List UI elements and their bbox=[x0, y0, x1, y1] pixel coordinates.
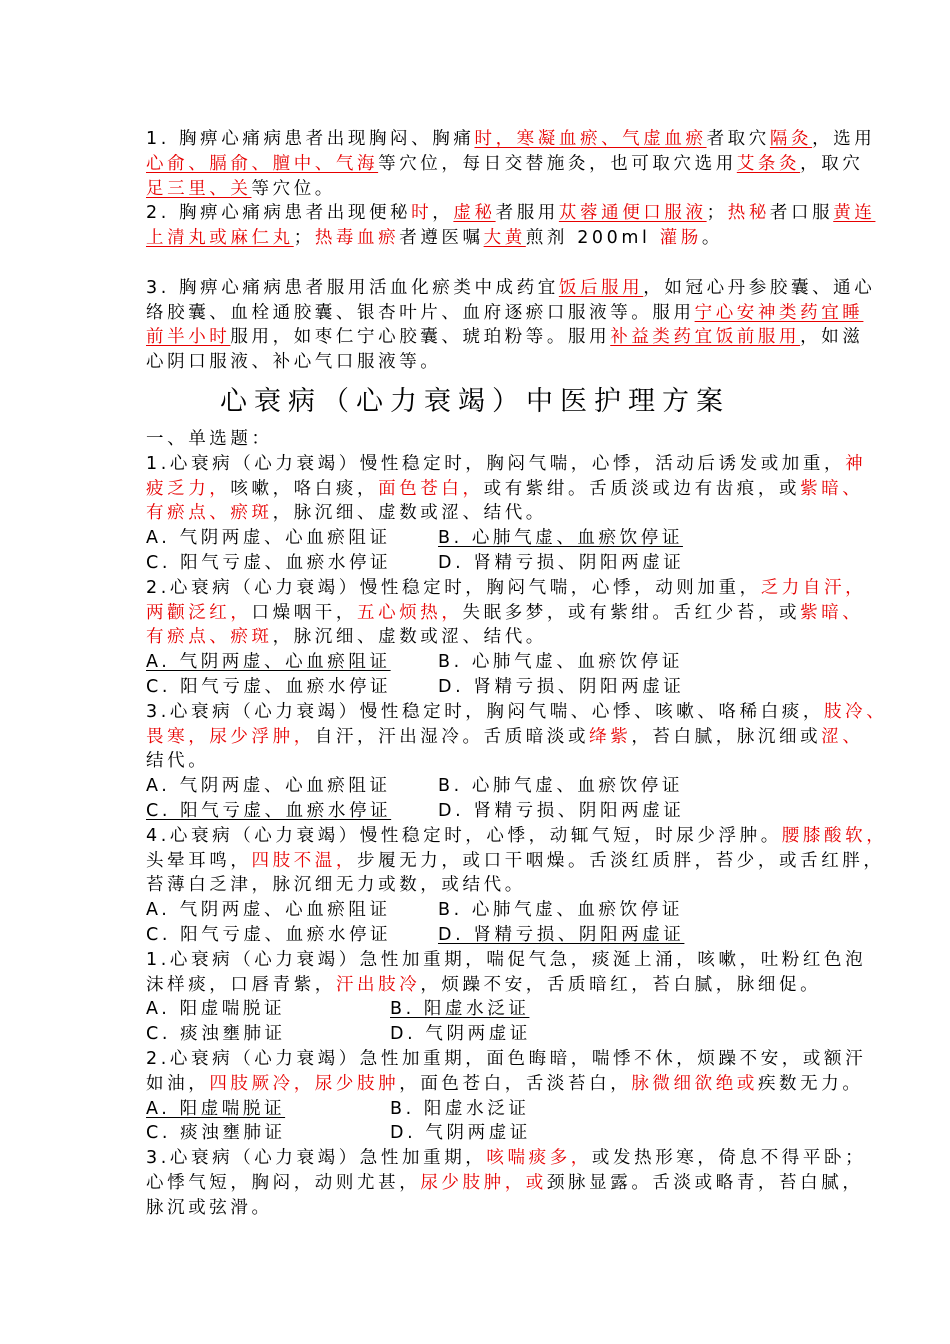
text-run: 3.心衰病（心力衰竭）慢性稳定时，胸闷气喘、心悸、咳嗽、咯稀白痰， bbox=[146, 701, 824, 722]
highlighted-text: 大黄 bbox=[483, 228, 526, 249]
highlighted-text: 咳喘痰多， bbox=[486, 1148, 592, 1169]
section-heading: 一、单选题： bbox=[146, 429, 273, 449]
answer-option: D. 肾精亏损、阴阳两虚证 bbox=[438, 676, 685, 697]
highlighted-text: 有瘀点、瘀斑 bbox=[146, 627, 273, 648]
text-line bbox=[146, 477, 864, 502]
text-run: 1.心衰病（心力衰竭）慢性稳定时，胸闷气喘，心悸，活动后诱发或加重， bbox=[146, 453, 846, 474]
answer-option: C. 痰浊壅肺证 bbox=[146, 1024, 286, 1045]
answer-option: C. 阳气亏虚、血瘀水停证 bbox=[146, 552, 392, 573]
highlighted-text: 黄连 bbox=[833, 203, 876, 224]
intro-section bbox=[146, 127, 876, 375]
text-run: 2.心衰病（心力衰竭）慢性稳定时，胸闷气喘，心悸，动则加重， bbox=[146, 577, 761, 598]
answer-option: B. 心肺气虚、血瘀饮停证 bbox=[438, 776, 683, 797]
option-row bbox=[146, 650, 826, 675]
answer-option: A. 气阴两虚、心血瘀阻证 bbox=[146, 528, 391, 549]
highlighted-text: 乏力自汗， bbox=[760, 577, 867, 598]
text-run: ，选用 bbox=[812, 129, 876, 149]
question-item bbox=[146, 948, 867, 1047]
text-run: 者遵医嘱 bbox=[399, 228, 484, 249]
highlighted-text: 足三里、关 bbox=[146, 178, 252, 199]
highlighted-text: 热秘 bbox=[727, 203, 770, 224]
highlighted-text: 腰膝酸软， bbox=[781, 825, 888, 846]
highlighted-text: 面色苍白， bbox=[378, 478, 484, 499]
answer-option: A. 气阴两虚、心血瘀阻证 bbox=[146, 900, 391, 921]
text-line bbox=[146, 849, 885, 874]
text-run: 如油， bbox=[146, 1073, 210, 1094]
highlighted-text: 畏寒， bbox=[146, 726, 210, 747]
answer-option: D. 气阴两虚证 bbox=[390, 1024, 531, 1045]
text-run: 头晕耳鸣， bbox=[146, 850, 252, 871]
highlighted-text: 紫暗、 bbox=[800, 602, 864, 623]
text-run: 2.心衰病（心力衰竭）急性加重期，面色晦暗，喘悸不休，烦躁不安，或额汗 bbox=[146, 1048, 867, 1069]
highlighted-text: 宁心安神类药宜睡 bbox=[694, 302, 864, 323]
option-row bbox=[146, 923, 826, 948]
text-run: 心阴口服液、补心气口服液等。 bbox=[146, 352, 442, 373]
highlighted-text: 疲乏力， bbox=[146, 478, 231, 499]
text-run: 煎剂 200ml bbox=[525, 228, 660, 249]
text-run: 咳嗽，咯白痰， bbox=[230, 478, 379, 499]
text-run: 步履无力，或口干咽燥。舌淡红质胖，苔少，或舌红胖， bbox=[357, 850, 885, 871]
text-line bbox=[146, 948, 867, 973]
highlighted-text: 两颧泛红， bbox=[146, 602, 252, 623]
highlighted-text: 灌肠 bbox=[659, 228, 702, 249]
option-row bbox=[146, 898, 826, 923]
text-line bbox=[146, 452, 867, 477]
highlighted-text: 涩、 bbox=[821, 726, 864, 747]
answer-option: D. 气阴两虚证 bbox=[390, 1123, 531, 1144]
question-item bbox=[146, 700, 888, 824]
text-run: ，脉沉细、虚数或涩、结代。 bbox=[272, 503, 547, 524]
highlighted-text: 时，寒凝血瘀、气虚血瘀 bbox=[474, 129, 707, 149]
text-line bbox=[146, 501, 826, 526]
text-run: 沫样痰，口唇青紫， bbox=[146, 974, 336, 995]
text-line bbox=[146, 725, 864, 750]
text-run: 脉沉或弦滑。 bbox=[146, 1197, 273, 1218]
text-run: 者取穴 bbox=[706, 129, 770, 149]
text-run: 疾数无力。 bbox=[757, 1073, 864, 1094]
highlighted-text: 神 bbox=[845, 453, 867, 474]
text-line bbox=[146, 973, 826, 998]
highlighted-text: 四肢不温， bbox=[251, 850, 357, 871]
text-line bbox=[146, 625, 826, 650]
text-run: 颈脉显露。舌淡或略青，苔白腻， bbox=[546, 1172, 864, 1193]
highlighted-text: 有瘀点、瘀斑 bbox=[146, 503, 273, 524]
text-run: 心悸气短，胸闷，动则尤甚， bbox=[146, 1172, 421, 1193]
text-run: 1.心衰病（心力衰竭）急性加重期，喘促气急，痰涎上涌，咳嗽，吐粉红色泡 bbox=[146, 949, 867, 970]
text-run: 3. 胸痹心痛病患者服用活血化瘀类中成药宜 bbox=[146, 277, 559, 298]
answer-option: B. 阳虚水泛证 bbox=[390, 1098, 530, 1119]
highlighted-text: 饭后服用 bbox=[558, 277, 644, 298]
text-line bbox=[146, 700, 888, 725]
text-run: 2. 胸痹心痛病患者出现便秘 bbox=[146, 203, 412, 224]
text-run: ，烦躁不安，舌质暗红，苔白腻，脉细促。 bbox=[420, 974, 822, 995]
text-run: ； bbox=[293, 228, 315, 249]
answer-option: D. 肾精亏损、阴阳两虚证 bbox=[438, 924, 685, 945]
text-run: 。 bbox=[701, 228, 723, 249]
text-line bbox=[146, 1047, 867, 1072]
highlighted-text: 紫暗、 bbox=[800, 478, 864, 499]
highlighted-text: 虚秘 bbox=[453, 203, 496, 224]
text-run: 1. 胸痹心痛病患者出现胸闷、胸痛 bbox=[146, 129, 475, 149]
option-row bbox=[146, 774, 826, 799]
question-item bbox=[146, 824, 888, 948]
intro-paragraph-1 bbox=[146, 127, 876, 201]
text-run: 者口服 bbox=[769, 203, 834, 224]
text-run: 或有紫绀。舌质淡或边有齿痕，或 bbox=[483, 478, 801, 499]
option-row bbox=[146, 997, 826, 1022]
text-line bbox=[146, 601, 864, 626]
answer-option: C. 阳气亏虚、血瘀水停证 bbox=[146, 676, 392, 697]
highlighted-text: 热毒血瘀 bbox=[314, 228, 400, 249]
text-run: 结代。 bbox=[146, 751, 210, 772]
highlighted-text: 尿少浮肿， bbox=[209, 726, 315, 747]
highlighted-text: 上清丸或麻仁丸 bbox=[146, 228, 294, 249]
answer-option: C. 痰浊壅肺证 bbox=[146, 1123, 286, 1144]
text-line bbox=[146, 350, 826, 375]
text-line bbox=[146, 276, 876, 301]
highlighted-text: 隔灸 bbox=[769, 129, 813, 149]
text-run: ，如滋 bbox=[800, 327, 864, 348]
question-item bbox=[146, 452, 867, 576]
question-section bbox=[146, 427, 888, 1221]
text-line bbox=[146, 749, 826, 774]
text-line bbox=[146, 873, 826, 898]
text-line bbox=[146, 1196, 826, 1221]
answer-option: A. 气阴两虚、心血瘀阻证 bbox=[146, 776, 391, 797]
highlighted-text: 肢冷、 bbox=[824, 701, 888, 722]
option-row bbox=[146, 1022, 826, 1047]
highlighted-text: 五心烦热， bbox=[357, 602, 463, 623]
question-item bbox=[146, 1047, 867, 1146]
text-run: 等穴位，每日交替施灸，也可取穴选用 bbox=[378, 153, 737, 174]
paragraph-spacer bbox=[146, 251, 826, 276]
highlighted-text: 补益类药宜饭前服用 bbox=[610, 327, 801, 348]
question-item bbox=[146, 576, 867, 700]
highlighted-text: 艾条灸 bbox=[736, 153, 801, 174]
option-row bbox=[146, 1097, 826, 1122]
text-line bbox=[146, 1146, 867, 1171]
answer-option: B. 心肺气虚、血瘀饮停证 bbox=[438, 900, 683, 921]
text-run: 自汗，汗出湿冷。舌质暗淡或 bbox=[314, 726, 590, 747]
text-run: 4.心衰病（心力衰竭）慢性稳定时，心悸，动辄气短，时尿少浮肿。 bbox=[146, 825, 782, 846]
answer-option: C. 阳气亏虚、血瘀水停证 bbox=[146, 924, 392, 945]
highlighted-text: 绛紫 bbox=[589, 726, 632, 747]
highlighted-text: 苁蓉通便口服液 bbox=[558, 203, 707, 224]
text-run: ，面色苍白，舌淡苔白， bbox=[399, 1073, 632, 1094]
option-row bbox=[146, 551, 826, 576]
text-run: 口燥咽干， bbox=[251, 602, 357, 623]
highlighted-text: 尿少肢肿，或 bbox=[420, 1172, 547, 1193]
answer-option: B. 心肺气虚、血瘀饮停证 bbox=[438, 652, 683, 673]
option-row bbox=[146, 1121, 826, 1146]
text-run: ，如冠心丹参胶囊、通心 bbox=[643, 277, 876, 298]
answer-option: D. 肾精亏损、阴阳两虚证 bbox=[438, 552, 685, 573]
text-run: 苔薄白乏津，脉沉细无力或数，或结代。 bbox=[146, 875, 526, 896]
intro-paragraph-2 bbox=[146, 201, 876, 251]
text-run: 络胶囊、血栓通胶囊、银杏叶片、血府逐瘀口服液等。服用 bbox=[146, 302, 695, 323]
text-line bbox=[146, 226, 826, 251]
text-line bbox=[146, 127, 876, 152]
highlighted-text: 时 bbox=[411, 203, 433, 224]
text-run: ； bbox=[706, 203, 728, 224]
question-item bbox=[146, 1146, 867, 1220]
question-list bbox=[146, 452, 888, 1221]
option-row bbox=[146, 675, 826, 700]
answer-option: A. 气阴两虚、心血瘀阻证 bbox=[146, 652, 391, 673]
answer-option: B. 阳虚水泛证 bbox=[390, 999, 530, 1020]
text-line bbox=[146, 301, 864, 326]
option-row bbox=[146, 526, 826, 551]
highlighted-text: 脉微细欲绝或 bbox=[631, 1073, 758, 1094]
text-run: 或发热形寒，倚息不得平卧； bbox=[591, 1148, 867, 1169]
text-run: ，苔白腻，脉沉细或 bbox=[631, 726, 822, 747]
text-run: ，脉沉细、虚数或涩、结代。 bbox=[272, 627, 547, 648]
highlighted-text: 前半小时 bbox=[146, 327, 231, 348]
text-line bbox=[146, 152, 864, 177]
text-run: 等穴位。 bbox=[251, 178, 336, 199]
page-title: 心衰病（心力衰竭）中医护理方案 bbox=[220, 386, 730, 417]
highlighted-text: 汗出肢冷 bbox=[335, 974, 421, 995]
text-line bbox=[146, 1171, 864, 1196]
text-run: ，取穴 bbox=[800, 153, 864, 174]
answer-option: A. 阳虚喘脱证 bbox=[146, 999, 286, 1020]
highlighted-text: 心俞、膈俞、膻中、气海 bbox=[146, 153, 379, 174]
answer-option: A. 阳虚喘脱证 bbox=[146, 1098, 286, 1119]
text-run: ， bbox=[432, 203, 454, 224]
intro-paragraph-3 bbox=[146, 276, 876, 375]
text-line bbox=[146, 177, 826, 202]
text-line bbox=[146, 824, 888, 849]
answer-option: C. 阳气亏虚、血瘀水停证 bbox=[146, 800, 392, 821]
answer-option: D. 肾精亏损、阴阳两虚证 bbox=[438, 800, 685, 821]
text-run: 失眠多梦，或有紫绀。舌红少苔，或 bbox=[462, 602, 801, 623]
text-run: 3.心衰病（心力衰竭）急性加重期， bbox=[146, 1148, 487, 1169]
text-line bbox=[146, 576, 867, 601]
text-run: 者服用 bbox=[495, 203, 559, 224]
option-row bbox=[146, 799, 826, 824]
text-run: 服用，如枣仁宁心胶囊、琥珀粉等。服用 bbox=[230, 327, 611, 348]
text-line bbox=[146, 1072, 864, 1097]
answer-option: B. 心肺气虚、血瘀饮停证 bbox=[438, 528, 683, 549]
text-line bbox=[146, 201, 876, 226]
text-line bbox=[146, 325, 864, 350]
highlighted-text: 四肢厥冷，尿少肢肿 bbox=[209, 1073, 400, 1094]
